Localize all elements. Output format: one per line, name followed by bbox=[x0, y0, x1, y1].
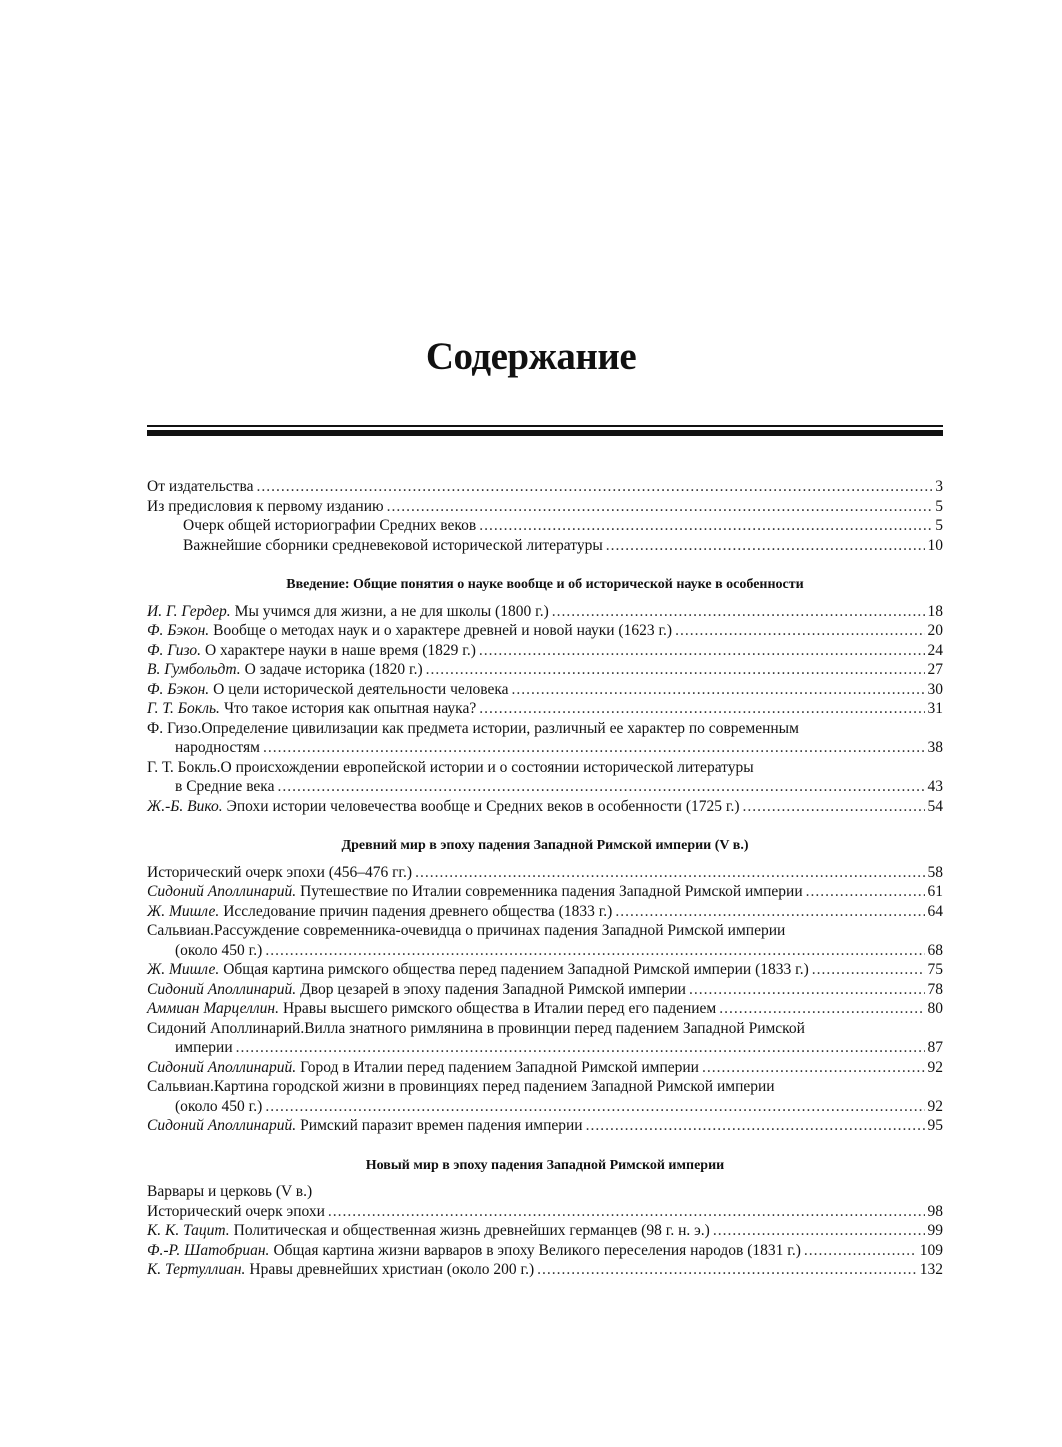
leader-dots bbox=[263, 738, 925, 758]
entry-text: Из предисловия к первому изданию bbox=[147, 497, 384, 515]
page-number: 54 bbox=[927, 797, 943, 815]
section-entries bbox=[147, 602, 943, 817]
subsection-heading: Варвары и церковь (V в.) bbox=[147, 1183, 313, 1200]
leader-dots bbox=[277, 777, 924, 797]
page-number: 27 bbox=[927, 661, 943, 678]
page-number: 5 bbox=[935, 497, 943, 515]
toc-entry-multiline[interactable] bbox=[147, 1019, 943, 1058]
toc-entry[interactable] bbox=[147, 621, 943, 641]
toc-entry[interactable] bbox=[147, 699, 943, 719]
entry-author: Ф. Гизо. bbox=[147, 719, 202, 737]
entry-text-cont: в Средние века bbox=[175, 778, 275, 795]
page-number: 92 bbox=[927, 1097, 943, 1115]
leader-dots bbox=[236, 1038, 925, 1058]
entry-text: От издательства bbox=[147, 478, 254, 495]
entry-author: Г. Т. Бокль. bbox=[147, 700, 220, 717]
entry-author: Сидоний Аполлинарий. bbox=[147, 1058, 297, 1076]
entry-author: Ф. Гизо. bbox=[147, 641, 201, 659]
entry-author: В. Гумбольдт. bbox=[147, 661, 241, 678]
entry-text-cont: (около 450 г.) bbox=[175, 1097, 263, 1115]
entry-author: Ж.-Б. Вико. bbox=[147, 797, 223, 815]
entry-text: Что такое история как опытная наука? bbox=[223, 700, 477, 717]
leader-dots bbox=[812, 960, 925, 980]
page-number: 75 bbox=[927, 961, 943, 978]
entry-text: Исторический очерк эпохи (456–476 гг.) bbox=[147, 863, 413, 881]
leader-dots bbox=[537, 1260, 917, 1280]
toc-entry[interactable] bbox=[147, 902, 943, 922]
leader-dots bbox=[743, 797, 925, 817]
entry-author: И. Г. Гердер. bbox=[147, 602, 231, 620]
toc-entry-multiline[interactable] bbox=[147, 758, 943, 797]
leader-dots bbox=[804, 1241, 917, 1261]
toc-entry[interactable] bbox=[147, 602, 943, 622]
entry-text: Очерк общей историографии Средних веков bbox=[183, 517, 477, 534]
entry-text: Определение цивилизации как предмета истории, различный ее характер по современным bbox=[201, 719, 799, 737]
toc-entry-multiline[interactable] bbox=[147, 921, 943, 960]
entry-text: Общая картина римского общества перед падением Западной Римской империи (1833 г.) bbox=[223, 961, 809, 978]
page-number: 24 bbox=[927, 641, 943, 659]
page-number: 18 bbox=[927, 602, 943, 620]
page-number: 92 bbox=[927, 1058, 943, 1076]
page-number: 43 bbox=[927, 778, 943, 795]
section-title: Введение: Общие понятия о науке вообще и об исторической науке в особенности bbox=[286, 577, 804, 592]
toc-entry[interactable] bbox=[147, 497, 943, 517]
leader-dots bbox=[713, 1221, 925, 1241]
page-number: 10 bbox=[927, 536, 943, 554]
toc-entry[interactable] bbox=[147, 641, 943, 661]
title-rule-thin bbox=[147, 425, 943, 427]
toc-entry[interactable] bbox=[147, 1241, 943, 1261]
entry-author: Ф. Бэкон. bbox=[147, 622, 210, 639]
section-entries bbox=[147, 1182, 943, 1280]
toc-entry-multiline[interactable] bbox=[147, 719, 943, 758]
entry-author: Ж. Мишле. bbox=[147, 902, 220, 920]
entry-text: Эпохи истории человечества вообще и Средних веков в особенности (1725 г.) bbox=[226, 797, 740, 815]
leader-dots bbox=[512, 680, 925, 700]
entry-text: Римский паразит времен падения империи bbox=[300, 1117, 583, 1134]
leader-dots bbox=[689, 980, 925, 1000]
entry-text: Общая картина жизни варваров в эпоху Великого переселения народов (1831 г.) bbox=[273, 1241, 801, 1259]
entry-text: О характере науки в наше время (1829 г.) bbox=[204, 641, 476, 659]
leader-dots bbox=[265, 1097, 924, 1117]
leader-dots bbox=[806, 882, 925, 902]
entry-text: Рассуждение современника-очевидца о причинах падения Западной Римской империи bbox=[213, 922, 786, 939]
page-number: 64 bbox=[927, 902, 943, 920]
leader-dots bbox=[265, 941, 924, 961]
entry-text: Вилла знатного римлянина в провинции перед падением Западной Римской bbox=[304, 1019, 805, 1037]
entry-author: Сидоний Аполлинарий. bbox=[147, 1019, 305, 1037]
toc-entry[interactable] bbox=[147, 477, 943, 497]
page-number: 80 bbox=[927, 1000, 943, 1017]
leader-dots bbox=[426, 660, 925, 680]
entry-author: Сидоний Аполлинарий. bbox=[147, 883, 297, 900]
page-number: 68 bbox=[927, 941, 943, 959]
page-number: 99 bbox=[927, 1222, 943, 1239]
leader-dots bbox=[675, 621, 924, 641]
leader-dots bbox=[702, 1058, 925, 1078]
toc-entry[interactable] bbox=[147, 797, 943, 817]
page-number: 31 bbox=[927, 700, 943, 717]
toc-entry[interactable] bbox=[147, 980, 943, 1000]
entry-text: Двор цезарей в эпоху падения Западной Римской империи bbox=[300, 980, 686, 998]
toc-entry[interactable] bbox=[147, 863, 943, 883]
entry-text: Нравы высшего римского общества в Италии перед его падением bbox=[282, 1000, 717, 1017]
leader-dots bbox=[479, 516, 932, 536]
toc-entry[interactable] bbox=[147, 999, 943, 1019]
entry-author: Ф. Бэкон. bbox=[147, 680, 210, 698]
entry-text-cont: (около 450 г.) bbox=[175, 941, 263, 959]
toc-entry[interactable] bbox=[147, 1116, 943, 1136]
entry-text: Политическая и общественная жизнь древнейших германцев (98 г. н. э.) bbox=[233, 1222, 710, 1239]
toc-entry[interactable] bbox=[147, 1260, 943, 1280]
page-number: 98 bbox=[927, 1202, 943, 1220]
entry-author: К. Тертуллиан. bbox=[147, 1261, 246, 1278]
toc-entry[interactable] bbox=[147, 536, 943, 556]
entry-text: Нравы древнейших христиан (около 200 г.) bbox=[249, 1261, 535, 1278]
page-number: 87 bbox=[927, 1039, 943, 1056]
title-rule-thick bbox=[147, 430, 943, 436]
toc-entry[interactable] bbox=[147, 1221, 943, 1241]
page-title: Содержание bbox=[425, 335, 637, 378]
entry-text: Мы учимся для жизни, а не для школы (1800 г.) bbox=[234, 602, 549, 620]
entry-author: Г. Т. Бокль. bbox=[147, 758, 221, 776]
toc-entry-multiline[interactable] bbox=[147, 1077, 943, 1116]
entry-text: Картина городской жизни в провинциях перед падением Западной Римской империи bbox=[213, 1078, 775, 1095]
entry-text: Путешествие по Италии современника падения Западной Римской империи bbox=[300, 883, 803, 900]
page-number: 3 bbox=[935, 478, 943, 495]
entry-text: Важнейшие сборники средневековой исторической литературы bbox=[183, 536, 603, 554]
leader-dots bbox=[479, 699, 924, 719]
page-number: 61 bbox=[927, 883, 943, 900]
entry-author: Ж. Мишле. bbox=[147, 961, 220, 978]
leader-dots bbox=[552, 602, 925, 622]
leader-dots bbox=[256, 477, 932, 497]
entry-text: О задаче историка (1820 г.) bbox=[244, 661, 423, 678]
leader-dots bbox=[719, 999, 924, 1019]
toc-entry[interactable] bbox=[147, 680, 943, 700]
entry-text: О происхождении европейской истории и о состоянии исторической литературы bbox=[220, 758, 754, 776]
page-number: 95 bbox=[927, 1117, 943, 1134]
page-number: 30 bbox=[927, 680, 943, 698]
leader-dots bbox=[328, 1202, 925, 1222]
front-matter bbox=[147, 477, 943, 555]
leader-dots bbox=[586, 1116, 925, 1136]
entry-text: Исследование причин падения древнего общества (1833 г.) bbox=[223, 902, 613, 920]
entry-text: Город в Италии перед падением Западной Римской империи bbox=[300, 1058, 699, 1076]
entry-text: Исторический очерк эпохи bbox=[147, 1202, 325, 1220]
table-of-contents bbox=[147, 477, 943, 1280]
toc-entry[interactable] bbox=[147, 1058, 943, 1078]
leader-dots bbox=[479, 641, 925, 661]
entry-author: Сальвиан. bbox=[147, 1078, 214, 1095]
page-number: 20 bbox=[927, 622, 943, 639]
entry-author: Сидоний Аполлинарий. bbox=[147, 980, 297, 998]
toc-entry[interactable] bbox=[147, 1202, 943, 1222]
toc-entry[interactable] bbox=[147, 516, 943, 536]
section-entries bbox=[147, 863, 943, 1136]
section-title: Новый мир в эпоху падения Западной Римской империи bbox=[365, 1157, 725, 1173]
entry-author: Аммиан Марцеллин. bbox=[147, 1000, 279, 1017]
toc-entry[interactable] bbox=[147, 960, 943, 980]
leader-dots bbox=[415, 863, 924, 883]
leader-dots bbox=[615, 902, 924, 922]
entry-author: Сальвиан. bbox=[147, 922, 214, 939]
page-number: 132 bbox=[919, 1261, 943, 1278]
leader-dots bbox=[387, 497, 933, 517]
page-number: 5 bbox=[935, 517, 943, 534]
page-number: 38 bbox=[927, 739, 943, 756]
entry-author: Сидоний Аполлинарий. bbox=[147, 1117, 297, 1134]
entry-text-cont: империи bbox=[175, 1039, 233, 1056]
entry-text: Вообще о методах наук и о характере древней и новой науки (1623 г.) bbox=[213, 622, 673, 639]
page-number: 109 bbox=[919, 1241, 943, 1259]
page-number: 58 bbox=[927, 863, 943, 881]
toc-entry[interactable] bbox=[147, 882, 943, 902]
entry-text: О цели исторической деятельности человека bbox=[213, 680, 509, 698]
entry-author: Ф.-Р. Шатобриан. bbox=[147, 1241, 270, 1259]
leader-dots bbox=[606, 536, 925, 556]
toc-entry[interactable] bbox=[147, 660, 943, 680]
entry-author: К. К. Тацит. bbox=[147, 1222, 230, 1239]
section-title: Древний мир в эпоху падения Западной Римской империи (V в.) bbox=[341, 838, 749, 853]
page-number: 78 bbox=[927, 980, 943, 998]
entry-text-cont: народностям bbox=[175, 739, 260, 756]
